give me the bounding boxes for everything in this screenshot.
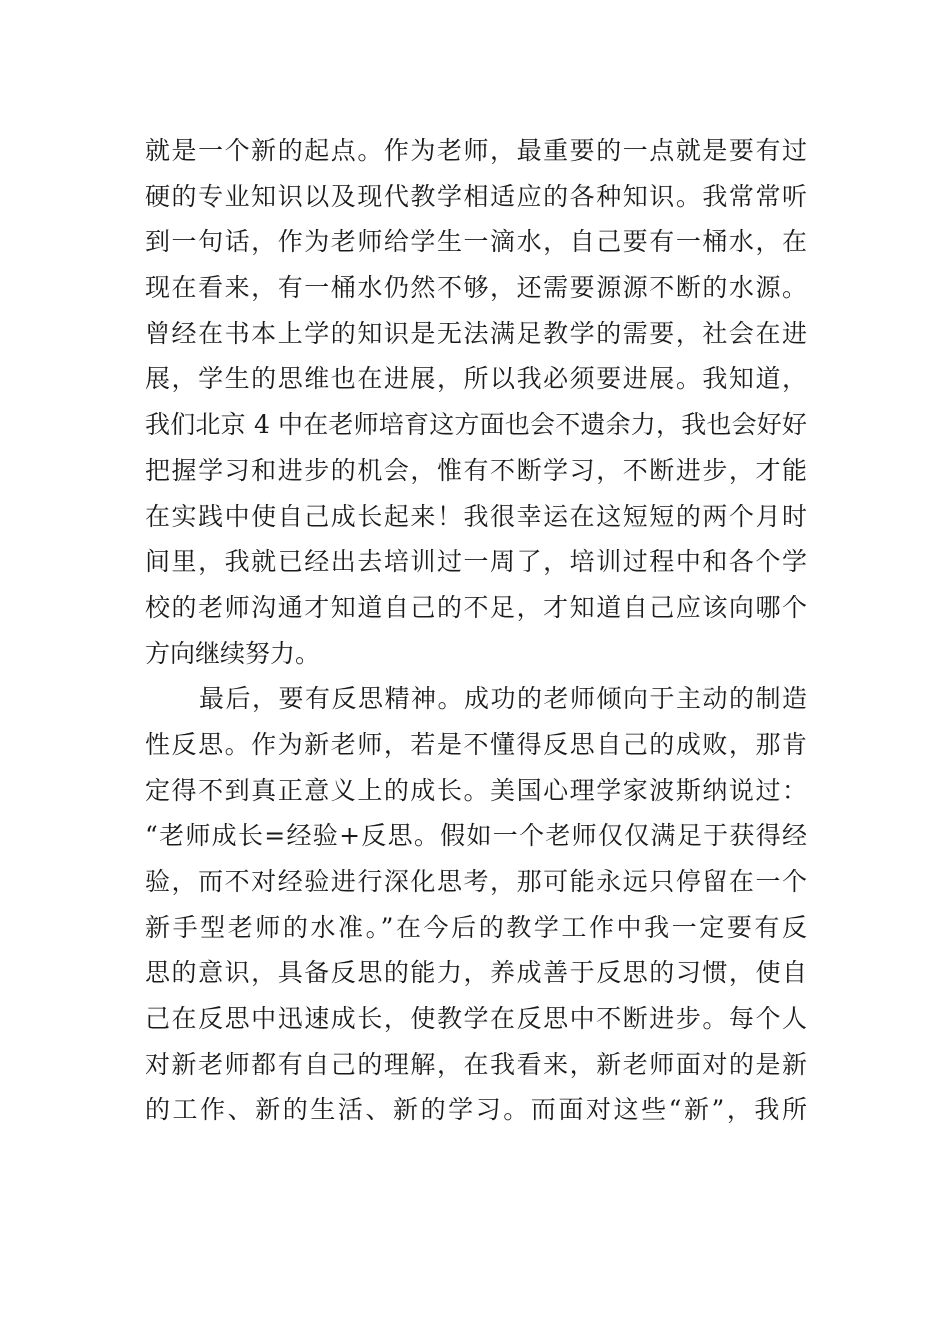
text-line: 把握学习和进步的机会，惟有不断学习，不断进步，才能 xyxy=(145,455,807,485)
text-line: 对新老师都有自己的理解，在我看来，新老师面对的是新 xyxy=(145,1049,807,1079)
text-line: 在实践中使自己成长起来！我很幸运在这短短的两个月时 xyxy=(145,501,807,531)
text-line: 验，而不对经验进行深化思考，那可能永远只停留在一个 xyxy=(145,867,807,896)
text-line: “老师成长=经验+反思。假如一个老师仅仅满足于获得经 xyxy=(145,821,807,851)
text-line: 的工作、新的生活、新的学习。而面对这些“新”，我所 xyxy=(145,1095,807,1125)
text-line: 曾经在书本上学的知识是无法满足教学的需要，社会在进 xyxy=(145,318,807,348)
text-line: 校的老师沟通才知道自己的不足，才知道自己应该向哪个 xyxy=(145,592,807,622)
paragraph-start-line: 最后，要有反思精神。成功的老师倾向于主动的制造 xyxy=(199,684,807,714)
text-line: 定得不到真正意义上的成长。美国心理学家波斯纳说过： xyxy=(145,775,807,805)
text-line: 思的意识，具备反思的能力，养成善于反思的习惯，使自 xyxy=(145,958,807,988)
body-text xyxy=(145,128,807,1133)
text-line: 到一句话，作为老师给学生一滴水，自己要有一桶水，在 xyxy=(145,227,807,257)
text-line: 间里，我就已经出去培训过一周了，培训过程中和各个学 xyxy=(145,547,807,577)
text-line: 我们北京 4 中在老师培育这方面也会不遗余力，我也会好好 xyxy=(145,410,807,440)
text-line: 新手型老师的水准。”在今后的教学工作中我一定要有反 xyxy=(145,912,807,942)
text-line: 展，学生的思维也在进展，所以我必须要进展。我知道， xyxy=(145,364,807,394)
text-line: 现在看来，有一桶水仍然不够，还需要源源不断的水源。 xyxy=(145,273,807,303)
text-line: 硬的专业知识以及现代教学相适应的各种知识。我常常听 xyxy=(145,181,807,211)
paragraph-end-line: 方向继续努力。 xyxy=(145,638,321,668)
text-line: 性反思。作为新老师，若是不懂得反思自己的成败，那肯 xyxy=(145,729,807,759)
text-line: 就是一个新的起点。作为老师，最重要的一点就是要有过 xyxy=(145,136,807,165)
text-line: 己在反思中迅速成长，使教学在反思中不断进步。每个人 xyxy=(145,1004,807,1034)
